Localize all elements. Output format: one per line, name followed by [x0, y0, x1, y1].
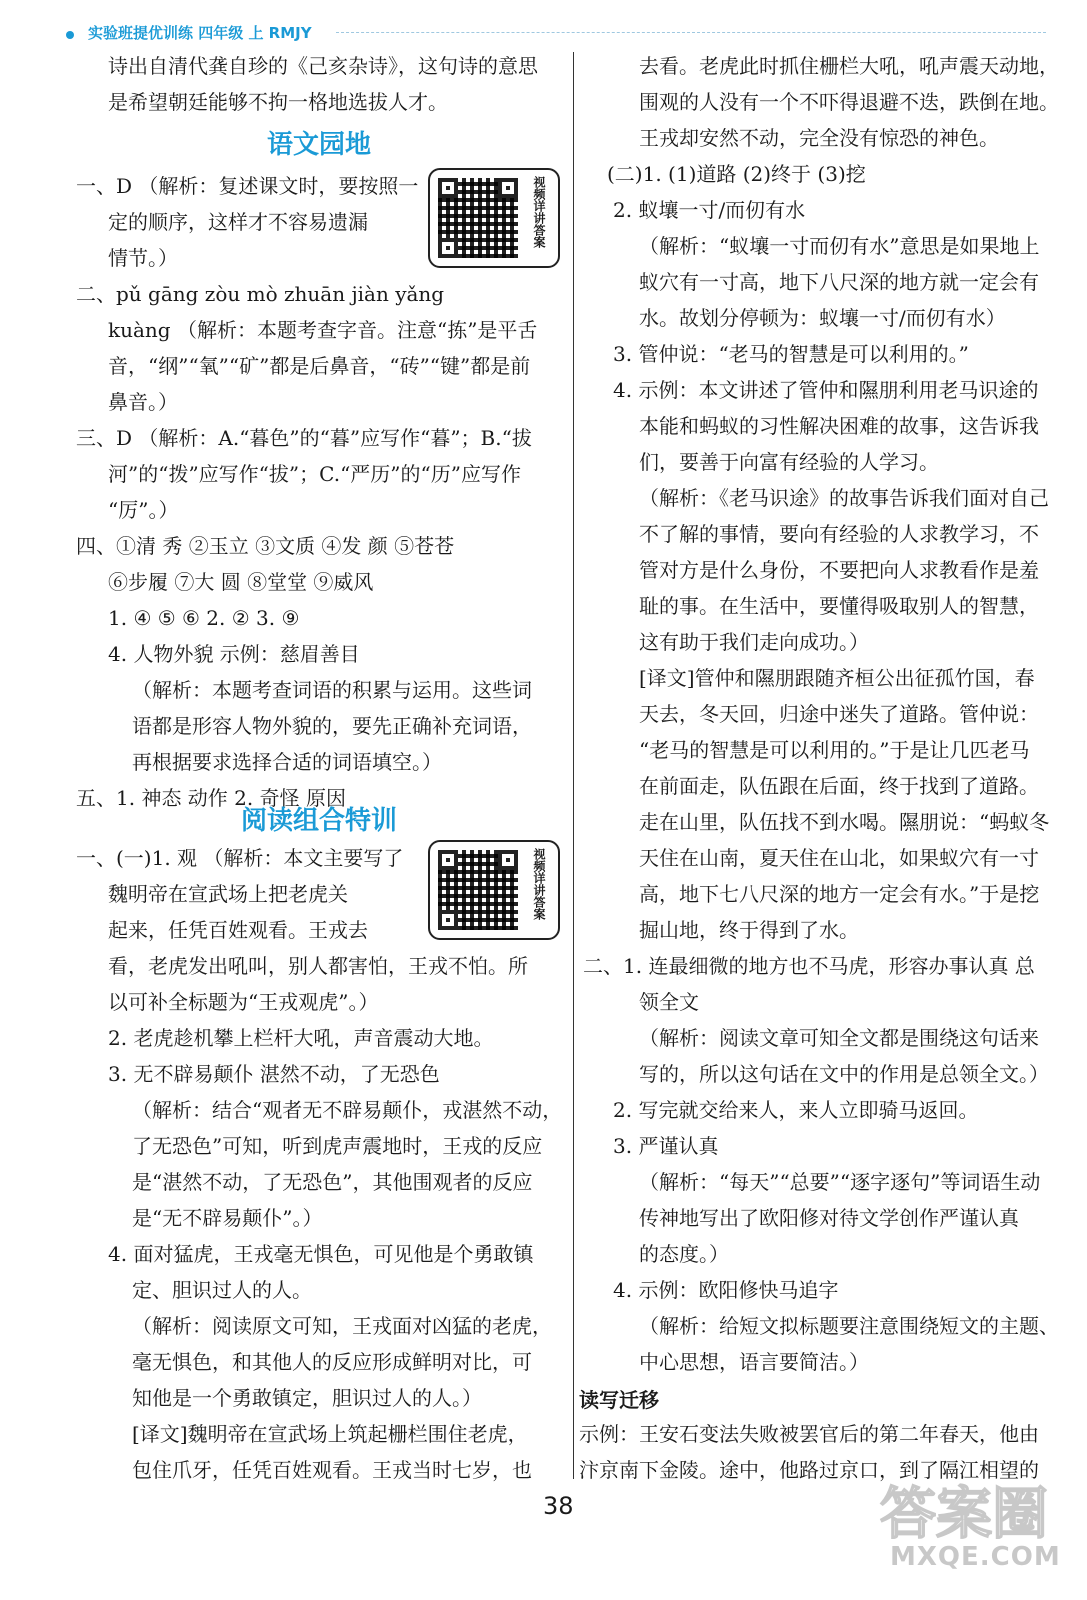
text-line: (二)1. (1)道路 (2)终于 (3)挖 — [607, 162, 866, 186]
text-line: 天住在山南，夏天住在山北，如果蚁穴有一寸 — [639, 846, 1039, 870]
text-line: 3. 无不辟易颠仆 湛然不动，了无恐色 — [108, 1062, 440, 1086]
text-line: 领全文 — [639, 990, 699, 1014]
text-line: 看，老虎发出吼叫，别人都害怕，王戎不怕。所 — [108, 954, 528, 978]
text-line: （解析：结合“观者无不辟易颠仆，戎湛然不动， — [132, 1098, 563, 1122]
text-line: 掘山地，终于得到了水。 — [639, 918, 859, 942]
intro-line: 是希望朝廷能够不拘一格地选拔人才。 — [108, 90, 448, 114]
text-line: 2. 老虎趁机攀上栏杆大吼，声音震动大地。 — [108, 1026, 494, 1050]
text-line: 的态度。） — [639, 1242, 729, 1266]
text-line: 汴京南下金陵。途中，他路过京口，到了隔江相望的 — [579, 1458, 1039, 1482]
text-line: 情节。） — [108, 246, 178, 270]
text-line: 天去，冬天回，归途中迷失了道路。管仲说： — [639, 702, 1039, 726]
text-line: 一、D （解析：复述课文时，要按照一 — [76, 174, 419, 198]
text-line: （解析：“蚁壤一寸而仞有水”意思是如果地上 — [639, 234, 1040, 258]
text-line: 4. 面对猛虎，王戎毫无惧色，可见他是个勇敢镇 — [108, 1242, 534, 1266]
text-line: （解析：阅读原文可知，王戎面对凶猛的老虎， — [132, 1314, 552, 1338]
text-line: “厉”。） — [108, 498, 179, 522]
watermark-logo — [880, 1470, 1070, 1590]
text-line: 三、D （解析：A.“暮色”的“暮”应写作“暮”；B.“拔 — [76, 426, 532, 450]
text-line: 再根据要求选择合适的词语填空。） — [132, 750, 442, 774]
text-line: 管对方是什么身份，不要把向人求教看作是羞 — [639, 558, 1039, 582]
text-line: 王戎却安然不动，完全没有惊恐的神色。 — [639, 126, 999, 150]
subhead-duxie: 读写迁移 — [579, 1388, 659, 1412]
text-line: 高，地下七八尺深的地方一定会有水。”于是挖 — [639, 882, 1040, 906]
text-line: 是“无不辟易颠仆”。） — [132, 1206, 323, 1230]
section-title-yuwen: 语文园地 — [266, 130, 371, 160]
text-line: 是“湛然不动，了无恐色”，其他围观者的反应 — [132, 1170, 533, 1194]
intro-line: 诗出自清代龚自珍的《己亥杂诗》，这句诗的意思 — [108, 54, 538, 78]
text-line: 毫无惧色，和其他人的反应形成鲜明对比，可 — [132, 1350, 532, 1374]
text-line: “老马的智慧是可以利用的。”于是让几匹老马 — [639, 738, 1030, 762]
text-line: 不了解的事情，要向有经验的人求教学习，不 — [639, 522, 1039, 546]
text-line: 四、①清 秀 ②玉立 ③文质 ④发 颜 ⑤苍苍 — [76, 534, 455, 558]
text-line: 五、1. 神态 动作 2. 奇怪 原因 — [76, 786, 346, 810]
text-line: 定、胆识过人的人。 — [132, 1278, 312, 1302]
text-line: 们，要善于向富有经验的人学习。 — [639, 450, 939, 474]
text-line: 本能和蚂蚁的习性解决困难的故事，这告诉我 — [639, 414, 1039, 438]
text-line: （解析：《老马识途》的故事告诉我们面对自己 — [639, 486, 1049, 510]
column-divider — [573, 52, 574, 1479]
text-line: 这有助于我们走向成功。） — [639, 630, 869, 654]
text-line: 3. 管仲说：“老马的智慧是可以利用的。” — [613, 342, 969, 366]
text-line: 一、(一)1. 观 （解析：本文主要写了 — [76, 846, 404, 870]
text-line: 1. ④ ⑤ ⑥ 2. ② 3. ⑨ — [108, 606, 300, 630]
header-dot-icon — [66, 31, 74, 39]
text-line: 蚁穴有一寸高，地下八尺深的地方就一定会有 — [639, 270, 1039, 294]
watermark-url: MXQE.COM — [890, 1542, 1061, 1572]
text-line: [译文]魏明帝在宣武场上筑起栅栏围住老虎， — [132, 1422, 528, 1446]
text-line: 语都是形容人物外貌的，要先正确补充词语， — [132, 714, 532, 738]
text-line: 4. 示例：欧阳修快马追字 — [613, 1278, 839, 1302]
text-line: 耻的事。在生活中，要懂得吸取别人的智慧， — [639, 594, 1039, 618]
text-line: kuàng （解析：本题考查字音。注意“拣”是平舌 — [108, 318, 538, 342]
text-line: 起来，任凭百姓观看。王戎去 — [108, 918, 368, 942]
text-line: 中心思想，语言要简洁。） — [639, 1350, 869, 1374]
text-line: （解析：“每天”“总要”“逐字逐句”等词语生动 — [639, 1170, 1041, 1194]
text-line: 鼻音。） — [108, 390, 178, 414]
text-line: ⑥步履 ⑦大 圆 ⑧堂堂 ⑨威风 — [108, 570, 374, 594]
text-line: 在前面走，队伍跟在后面，终于找到了道路。 — [639, 774, 1039, 798]
text-line: 写的，所以这句话在文中的作用是总领全文。） — [639, 1062, 1049, 1086]
text-line: 水。故划分停顿为：蚁壤一寸/而仞有水） — [639, 306, 1006, 330]
watermark-text: 答案圈 — [880, 1482, 1048, 1547]
text-line: （解析：本题考查词语的积累与运用。这些词 — [132, 678, 532, 702]
text-line: 4. 示例：本文讲述了管仲和隰朋利用老马识途的 — [613, 378, 1039, 402]
text-line: 3. 严谨认真 — [613, 1134, 719, 1158]
qr-label: 视频详讲答案 — [532, 176, 546, 248]
text-line: 2. 写完就交给来人，来人立即骑马返回。 — [613, 1098, 979, 1122]
text-line: 包住爪牙，任凭百姓观看。王戎当时七岁，也 — [132, 1458, 532, 1482]
text-line: 2. 蚁壤一寸/而仞有水 — [613, 198, 806, 222]
qr-label: 视频详讲答案 — [532, 848, 546, 920]
text-line: 4. 人物外貌 示例：慈眉善目 — [108, 642, 360, 666]
text-line: 围观的人没有一个不吓得退避不迭，跌倒在地。 — [639, 90, 1059, 114]
page-number: 38 — [543, 1492, 574, 1520]
text-line: （解析：给短文拟标题要注意围绕短文的主题、 — [639, 1314, 1059, 1338]
qr-code-2[interactable] — [428, 840, 560, 940]
text-line: 定的顺序，这样才不容易遗漏 — [108, 210, 368, 234]
header-title: 实验班提优训练 四年级 上 RMJY — [88, 24, 312, 42]
text-line: 知他是一个勇敢镇定，胆识过人的人。） — [132, 1386, 482, 1410]
text-line: 示例：王安石变法失败被罢官后的第二年春天，他由 — [579, 1422, 1039, 1446]
header-rule — [336, 32, 1046, 33]
text-line: 河”的“拨”应写作“拔”；C.“严历”的“历”应写作 — [108, 462, 521, 486]
text-line: 二、1. 连最细微的地方也不马虎，形容办事认真 总 — [583, 954, 1035, 978]
text-line: 传神地写出了欧阳修对待文学创作严谨认真 — [639, 1206, 1019, 1230]
text-line: 了无恐色”可知，听到虎声震地时，王戎的反应 — [132, 1134, 543, 1158]
section-title-yuedu: 阅读组合特训 — [240, 806, 397, 836]
page-header — [66, 22, 1046, 42]
text-line: 二、pǔ gāng zòu mò zhuān jiàn yǎng — [76, 282, 445, 306]
text-line: 去看。老虎此时抓住栅栏大吼，吼声震天动地， — [639, 54, 1059, 78]
text-line: （解析：阅读文章可知全文都是围绕这句话来 — [639, 1026, 1039, 1050]
text-line: 音，“纲”“氧”“矿”都是后鼻音，“砖”“键”都是前 — [108, 354, 531, 378]
text-line: 魏明帝在宣武场上把老虎关 — [108, 882, 348, 906]
text-line: 以可补全标题为“王戎观虎”。） — [108, 990, 379, 1014]
text-line: [译文]管仲和隰朋跟随齐桓公出征孤竹国，春 — [639, 666, 1035, 690]
qr-code-1[interactable] — [428, 168, 560, 268]
qr-icon — [438, 178, 518, 258]
qr-icon — [438, 850, 518, 930]
text-line: 走在山里，队伍找不到水喝。隰朋说：“蚂蚁冬 — [639, 810, 1050, 834]
